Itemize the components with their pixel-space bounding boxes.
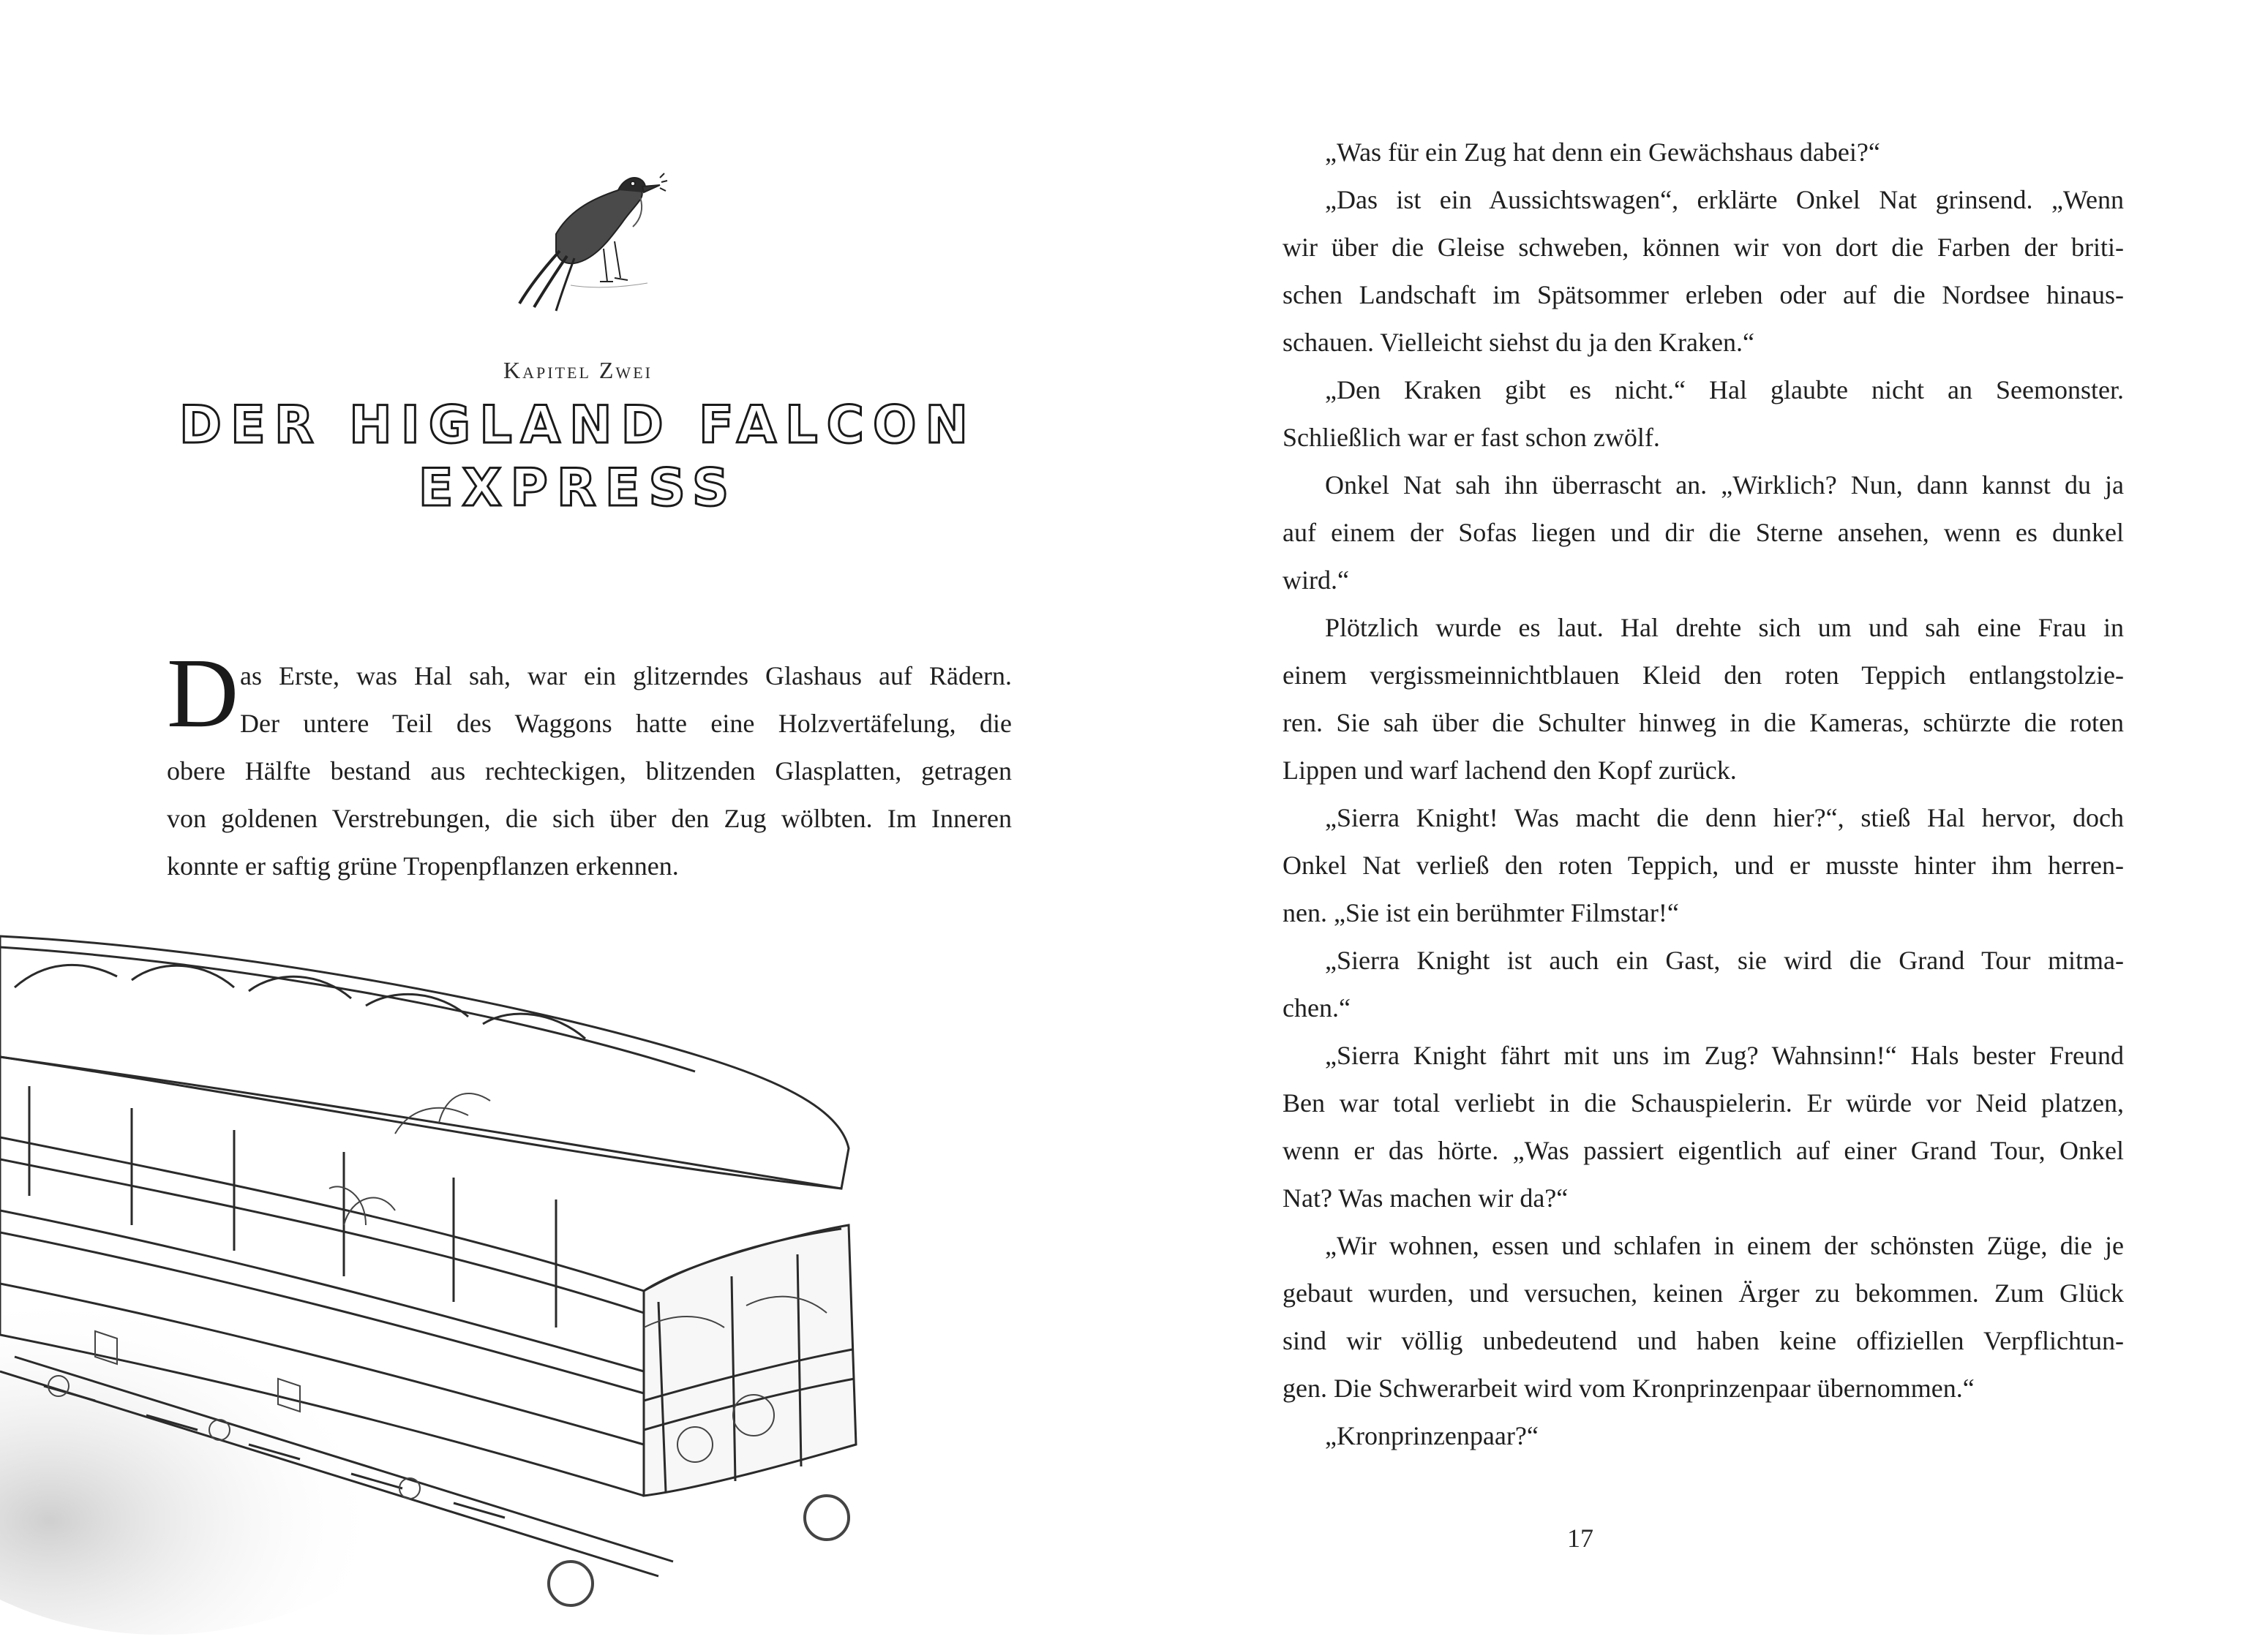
- crow-illustration: [468, 157, 688, 325]
- chapter-title-line-1: DER HIGLAND FALCON: [179, 395, 977, 455]
- train-illustration: [0, 918, 1134, 1642]
- page-number: 17: [1567, 1524, 1593, 1553]
- text-line: einem vergissmeinnichtblauen Kleid den roten Teppich entlangstolzie-: [1283, 660, 2124, 690]
- text-line: schen Landschaft im Spätsommer erleben oder auf die Nordsee hinaus-: [1283, 280, 2124, 309]
- text-line: Lippen und warf lachend den Kopf zurück.: [1283, 756, 1737, 785]
- text-line: gen. Die Schwerarbeit wird vom Kronprinzenpaar übernommen.“: [1283, 1374, 1975, 1403]
- text-line: nen. „Sie ist ein berühmter Filmstar!“: [1283, 898, 1679, 927]
- text-line: gebaut wurden, und versuchen, keinen Ärger zu bekommen. Zum Glück: [1283, 1278, 2124, 1308]
- text-line: schauen. Vielleicht siehst du ja den Kraken.“: [1283, 328, 1754, 357]
- text-line: Onkel Nat sah ihn überrascht an. „Wirklich? Nun, dann kannst du ja: [1325, 470, 2124, 500]
- text-line: chen.“: [1283, 993, 1351, 1023]
- text-line: Onkel Nat verließ den roten Teppich, und er musste hinter ihm herren-: [1283, 851, 2124, 880]
- text-line: „Sierra Knight fährt mit uns im Zug? Wahnsinn!“ Hals bester Freund: [1325, 1041, 2124, 1070]
- right-text-column: [1283, 129, 2124, 1460]
- drop-cap: D: [167, 639, 239, 748]
- text-line: „Das ist ein Aussichtswagen“, erklärte Onkel Nat grinsend. „Wenn: [1325, 185, 2124, 214]
- right-page: [1134, 0, 2268, 1642]
- text-line: „Sierra Knight! Was macht die denn hier?“, stieß Hal hervor, doch: [1325, 803, 2124, 832]
- text-line: sind wir völlig unbedeutend und haben keine offiziellen Verpflichtun-: [1283, 1326, 2124, 1355]
- text-line: „Den Kraken gibt es nicht.“ Hal glaubte nicht an Seemonster.: [1325, 375, 2124, 404]
- text-line: wir über die Gleise schweben, können wir von dort die Farben der briti-: [1283, 233, 2124, 262]
- text-line: „Wir wohnen, essen und schlafen in einem der schönsten Züge, die je: [1325, 1231, 2124, 1260]
- text-line: Nat? Was machen wir da?“: [1283, 1183, 1569, 1213]
- text-line: „Sierra Knight ist auch ein Gast, sie wird die Grand Tour mitma-: [1325, 946, 2124, 975]
- text-line: konnte er saftig grüne Tropenpflanzen erkennen.: [167, 851, 679, 881]
- text-line: „Was für ein Zug hat denn ein Gewächshaus dabei?“: [1325, 138, 1880, 167]
- chapter-kicker: Kapitel Zwei: [503, 357, 653, 383]
- text-line: Ben war total verliebt in die Schauspielerin. Er würde vor Neid platzen,: [1283, 1088, 2124, 1118]
- text-line: Plötzlich wurde es laut. Hal drehte sich um und sah eine Frau in: [1325, 613, 2124, 642]
- text-line: as Erste, was Hal sah, war ein glitzerndes Glashaus auf Rädern.: [240, 661, 1012, 690]
- text-line: von goldenen Verstrebungen, die sich über den Zug wölbten. Im Inneren: [167, 804, 1012, 833]
- text-line: ren. Sie sah über die Schulter hinweg in die Kameras, schürzte die roten: [1283, 708, 2124, 737]
- text-line: obere Hälfte bestand aus rechteckigen, blitzenden Glasplatten, getragen: [167, 756, 1012, 786]
- left-paragraph: [167, 652, 1012, 890]
- text-line: wird.“: [1283, 565, 1349, 595]
- text-line: auf einem der Sofas liegen und dir die Sterne ansehen, wenn es dunkel: [1283, 518, 2124, 547]
- text-line: Der untere Teil des Waggons hatte eine Holzvertäfelung, die: [240, 709, 1012, 738]
- text-line: „Kronprinzenpaar?“: [1325, 1421, 1539, 1450]
- text-line: wenn er das hörte. „Was passiert eigentlich auf einer Grand Tour, Onkel: [1283, 1136, 2124, 1165]
- text-line: Schließlich war er fast schon zwölf.: [1283, 423, 1660, 452]
- chapter-title-line-2: EXPRESS: [418, 458, 738, 518]
